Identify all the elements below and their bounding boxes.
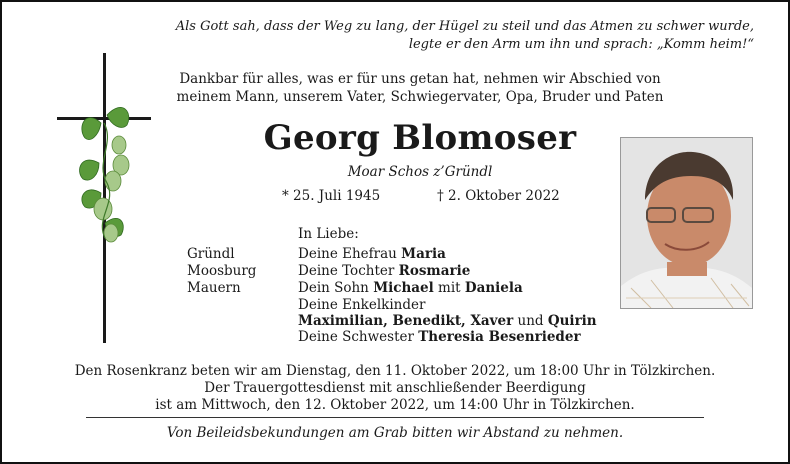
thanks-line-2: meinem Mann, unserem Vater, Schwiegervater, Opa, Bruder und Paten [176,89,664,105]
in-love-label: In Liebe: [298,226,359,242]
grandchildren-label: Deine Enkelkinder [298,297,426,313]
place-1: Gründl [187,246,235,262]
divider [86,417,704,418]
motto-line-1: Als Gott sah, dass der Weg zu lang, der Hügel zu steil und das Atmen zu schwer wurde, [175,19,754,34]
closing-note: Von Beileidsbekundungen am Grab bitten wir Abstand zu nehmen. [166,425,624,441]
mourner-daughter: Deine Tochter Rosmarie [298,263,471,279]
cross-with-hops-icon [55,53,155,343]
mourner-wife: Deine Ehefrau Maria [298,246,446,262]
motto-line-2: legte er den Arm um ihn und sprach: „Komm heim!“ [408,37,754,52]
place-2: Moosburg [187,263,257,279]
birth-date: * 25. Juli 1945 [282,188,381,204]
rosary-info: Den Rosenkranz beten wir am Dienstag, den 11. Oktober 2022, um 18:00 Uhr in Tölzkirchen. [74,363,716,379]
thanks-line-1: Dankbar für alles, was er für uns getan hat, nehmen wir Abschied von [179,71,661,87]
mourner-son: Dein Sohn Michael mit Daniela [298,280,523,296]
mourner-sister: Deine Schwester Theresia Besenrieder [298,329,581,345]
death-date: † 2. Oktober 2022 [437,188,560,204]
funeral-info-line-1: Der Trauergottesdienst mit anschließender Beerdigung [204,380,586,396]
grandchildren-names: Maximilian, Benedikt, Xaver und Quirin [298,313,597,329]
deceased-name: Georg Blomoser [263,118,577,158]
portrait-photo [620,137,753,309]
place-3: Mauern [187,280,241,296]
funeral-info-line-2: ist am Mittwoch, den 12. Oktober 2022, um 14:00 Uhr in Tölzkirchen. [155,397,635,413]
deceased-nickname: Moar Schos z’Gründl [347,164,493,180]
